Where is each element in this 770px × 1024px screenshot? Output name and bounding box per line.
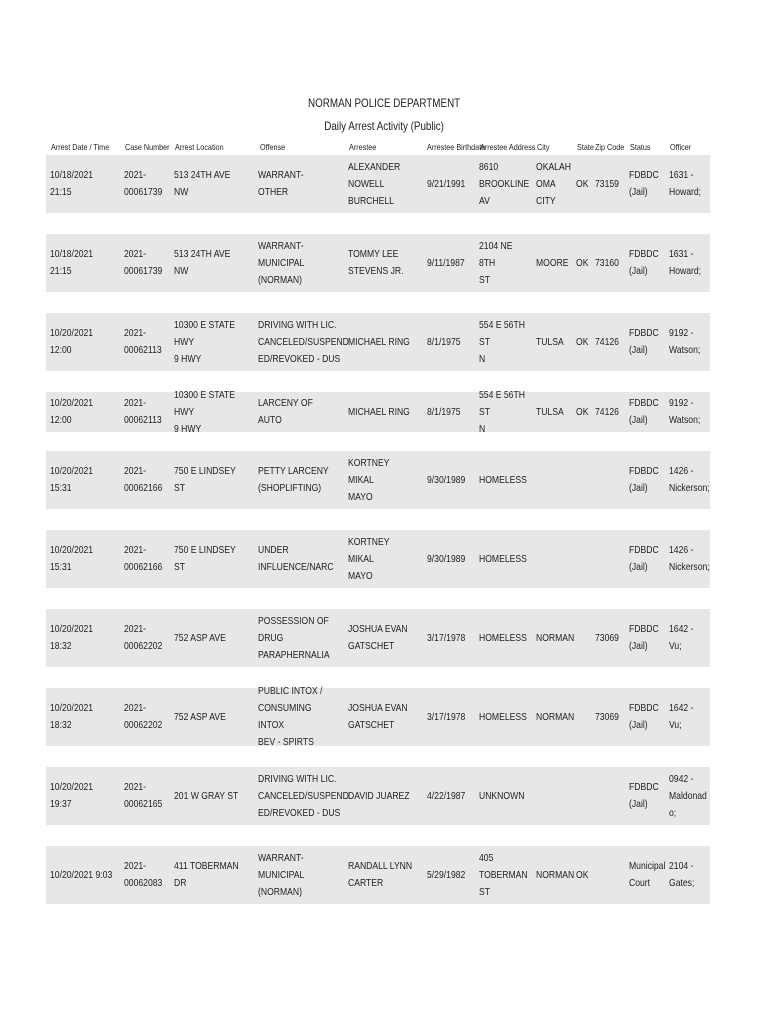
column-header: Arrestee bbox=[349, 142, 377, 152]
cell-officer: 0942 - Maldonad o; bbox=[669, 772, 707, 819]
cell-birthdate: 9/30/1989 bbox=[427, 473, 466, 486]
cell-birthdate: 3/17/1978 bbox=[427, 631, 466, 644]
cell-state: OK bbox=[576, 868, 589, 881]
cell-status: FDBDC (Jail) bbox=[629, 327, 659, 356]
cell-date: 10/20/2021 15:31 bbox=[50, 465, 94, 494]
cell-arrestee: JOSHUA EVAN GATSCHET bbox=[348, 623, 408, 652]
cell-arrestee: KORTNEY MIKAL MAYO bbox=[348, 535, 390, 582]
cell-city: TULSA bbox=[536, 405, 564, 418]
cell-state: OK bbox=[576, 405, 589, 418]
cell-zip: 73069 bbox=[595, 710, 619, 723]
cell-officer: 1426 - Nickerson; bbox=[669, 544, 710, 573]
cell-location: 10300 E STATE HWY 9 HWY bbox=[174, 388, 235, 435]
cell-offense: WARRANT-MUNICIPAL (NORMAN) bbox=[258, 239, 305, 286]
cell-officer: 2104 - Gates; bbox=[669, 860, 695, 889]
table-row bbox=[46, 530, 710, 588]
cell-address: UNKNOWN bbox=[479, 789, 525, 802]
cell-date: 10/20/2021 12:00 bbox=[50, 397, 94, 426]
cell-case: 2021- 00061739 bbox=[124, 169, 163, 198]
cell-status: FDBDC (Jail) bbox=[629, 397, 659, 426]
cell-case: 2021- 00062202 bbox=[124, 623, 163, 652]
cell-case: 2021- 00062083 bbox=[124, 860, 163, 889]
cell-address: HOMELESS bbox=[479, 631, 527, 644]
cell-offense: WARRANT-OTHER bbox=[258, 169, 304, 198]
cell-state bbox=[576, 688, 596, 746]
cell-offense: PUBLIC INTOX / CONSUMING INTOX BEV - SPIRTS bbox=[258, 685, 323, 748]
cell-officer: 1642 - Vu; bbox=[669, 702, 694, 731]
cell-location: 750 E LINDSEY ST bbox=[174, 544, 236, 573]
cell-city: TULSA bbox=[536, 335, 564, 348]
cell-address: 405 TOBERMAN ST bbox=[479, 851, 528, 898]
cell-state: OK bbox=[576, 177, 589, 190]
cell-status: FDBDC (Jail) bbox=[629, 702, 659, 731]
cell-zip: 73069 bbox=[595, 631, 619, 644]
cell-address: 8610 BROOKLINE AV bbox=[479, 160, 530, 207]
cell-arrestee: MICHAEL RING bbox=[348, 335, 410, 348]
column-header: Arrestee Address bbox=[480, 142, 536, 152]
cell-offense: LARCENY OF AUTO bbox=[258, 397, 313, 426]
cell-address: 2104 NE 8TH ST bbox=[479, 239, 513, 286]
cell-birthdate: 5/29/1982 bbox=[427, 868, 466, 881]
cell-birthdate: 8/1/1975 bbox=[427, 335, 461, 348]
cell-zip: 73160 bbox=[595, 256, 619, 269]
cell-status: FDBDC (Jail) bbox=[629, 465, 659, 494]
column-header: Zip Code bbox=[595, 142, 625, 152]
cell-status: FDBDC (Jail) bbox=[629, 169, 659, 198]
cell-city: NORMAN bbox=[536, 868, 575, 881]
table-row bbox=[46, 313, 710, 371]
cell-offense: POSSESSION OF DRUG PARAPHERNALIA bbox=[258, 614, 330, 661]
cell-location: 201 W GRAY ST bbox=[174, 789, 239, 802]
cell-address: HOMELESS bbox=[479, 473, 527, 486]
cell-arrestee: DAVID JUAREZ bbox=[348, 789, 410, 802]
table-row bbox=[46, 609, 710, 667]
cell-zip: 74126 bbox=[595, 405, 619, 418]
column-header: State bbox=[577, 142, 594, 152]
cell-status: FDBDC (Jail) bbox=[629, 248, 659, 277]
cell-zip bbox=[595, 530, 627, 588]
cell-city bbox=[536, 530, 576, 588]
cell-address: HOMELESS bbox=[479, 552, 527, 565]
column-header: Arrestee Birthdate bbox=[427, 142, 486, 152]
cell-status: FDBDC (Jail) bbox=[629, 623, 659, 652]
column-header: Offense bbox=[260, 142, 286, 152]
cell-arrestee: JOSHUA EVAN GATSCHET bbox=[348, 702, 408, 731]
column-header: Status bbox=[630, 142, 651, 152]
cell-address: 554 E 56TH ST N bbox=[479, 388, 525, 435]
table-row bbox=[46, 234, 710, 292]
cell-location: 513 24TH AVE NW bbox=[174, 248, 231, 277]
table-row bbox=[46, 846, 710, 904]
cell-address: 554 E 56TH ST N bbox=[479, 318, 525, 365]
cell-birthdate: 9/30/1989 bbox=[427, 552, 466, 565]
cell-zip: 73159 bbox=[595, 177, 619, 190]
cell-city: OKALAH OMA CITY bbox=[536, 160, 571, 207]
cell-birthdate: 3/17/1978 bbox=[427, 710, 466, 723]
column-header: Arrest Location bbox=[175, 142, 224, 152]
cell-officer: 1631 - Howard; bbox=[669, 169, 702, 198]
column-header: Case Number bbox=[125, 142, 170, 152]
cell-case: 2021- 00062113 bbox=[124, 397, 162, 426]
cell-date: 10/18/2021 21:15 bbox=[50, 169, 94, 198]
cell-location: 752 ASP AVE bbox=[174, 631, 226, 644]
cell-birthdate: 9/21/1991 bbox=[427, 177, 466, 190]
cell-arrestee: TOMMY LEE STEVENS JR. bbox=[348, 248, 404, 277]
cell-state bbox=[576, 451, 596, 509]
table-row bbox=[46, 685, 710, 748]
cell-location: 752 ASP AVE bbox=[174, 710, 226, 723]
cell-city bbox=[536, 451, 576, 509]
cell-birthdate: 9/11/1987 bbox=[427, 256, 465, 269]
cell-zip: 74126 bbox=[595, 335, 619, 348]
cell-case: 2021- 00062113 bbox=[124, 327, 162, 356]
cell-officer: 1631 - Howard; bbox=[669, 248, 702, 277]
cell-offense: DRIVING WITH LIC. CANCELED/SUSPEND ED/REVOKED - DUS bbox=[258, 772, 349, 819]
cell-officer: 1426 - Nickerson; bbox=[669, 465, 710, 494]
cell-offense: PETTY LARCENY (SHOPLIFTING) bbox=[258, 465, 329, 494]
cell-address: HOMELESS bbox=[479, 710, 527, 723]
cell-location: 750 E LINDSEY ST bbox=[174, 465, 236, 494]
column-header: Arrest Date / Time bbox=[51, 142, 110, 152]
cell-status: FDBDC (Jail) bbox=[629, 781, 659, 810]
cell-location: 10300 E STATE HWY 9 HWY bbox=[174, 318, 235, 365]
table-row bbox=[46, 388, 710, 435]
cell-officer: 9192 - Watson; bbox=[669, 397, 701, 426]
cell-date: 10/20/2021 15:31 bbox=[50, 544, 94, 573]
cell-location: 411 TOBERMAN DR bbox=[174, 860, 239, 889]
cell-city bbox=[536, 767, 576, 825]
cell-date: 10/20/2021 12:00 bbox=[50, 327, 94, 356]
cell-zip bbox=[595, 451, 627, 509]
cell-case: 2021- 00062165 bbox=[124, 781, 163, 810]
cell-case: 2021- 00062166 bbox=[124, 465, 163, 494]
cell-status: FDBDC (Jail) bbox=[629, 544, 659, 573]
cell-city: NORMAN bbox=[536, 631, 575, 644]
cell-zip bbox=[595, 767, 627, 825]
cell-offense: UNDER INFLUENCE/NARC bbox=[258, 544, 334, 573]
cell-offense: WARRANT-MUNICIPAL (NORMAN) bbox=[258, 851, 305, 898]
cell-date: 10/20/2021 18:32 bbox=[50, 623, 94, 652]
cell-state bbox=[576, 767, 596, 825]
cell-birthdate: 8/1/1975 bbox=[427, 405, 461, 418]
cell-officer: 9192 - Watson; bbox=[669, 327, 701, 356]
cell-date: 10/20/2021 19:37 bbox=[50, 781, 94, 810]
cell-case: 2021- 00062166 bbox=[124, 544, 163, 573]
cell-city: MOORE bbox=[536, 256, 569, 269]
table-row bbox=[46, 451, 710, 509]
department-name: NORMAN POLICE DEPARTMENT bbox=[308, 96, 461, 110]
cell-date: 10/20/2021 9:03 bbox=[50, 868, 113, 881]
cell-zip bbox=[595, 846, 627, 904]
table-row bbox=[46, 767, 710, 825]
cell-officer: 1642 - Vu; bbox=[669, 623, 694, 652]
cell-arrestee: KORTNEY MIKAL MAYO bbox=[348, 456, 390, 503]
cell-state: OK bbox=[576, 256, 589, 269]
cell-arrestee: ALEXANDER NOWELL BURCHELL bbox=[348, 160, 401, 207]
column-header: Officer bbox=[670, 142, 692, 152]
cell-arrestee: MICHAEL RING bbox=[348, 405, 410, 418]
cell-state bbox=[576, 530, 596, 588]
cell-location: 513 24TH AVE NW bbox=[174, 169, 231, 198]
cell-city: NORMAN bbox=[536, 710, 575, 723]
cell-state: OK bbox=[576, 335, 589, 348]
cell-case: 2021- 00062202 bbox=[124, 702, 163, 731]
cell-date: 10/18/2021 21:15 bbox=[50, 248, 94, 277]
cell-birthdate: 4/22/1987 bbox=[427, 789, 466, 802]
cell-date: 10/20/2021 18:32 bbox=[50, 702, 94, 731]
cell-status: Municipal Court bbox=[629, 860, 666, 889]
cell-case: 2021- 00061739 bbox=[124, 248, 163, 277]
cell-state bbox=[576, 609, 596, 667]
cell-arrestee: RANDALL LYNN CARTER bbox=[348, 860, 413, 889]
cell-offense: DRIVING WITH LIC. CANCELED/SUSPEND ED/REVOKED - DUS bbox=[258, 318, 349, 365]
report-title: Daily Arrest Activity (Public) bbox=[324, 119, 444, 133]
table-row bbox=[46, 155, 710, 213]
column-header: City bbox=[537, 142, 550, 152]
